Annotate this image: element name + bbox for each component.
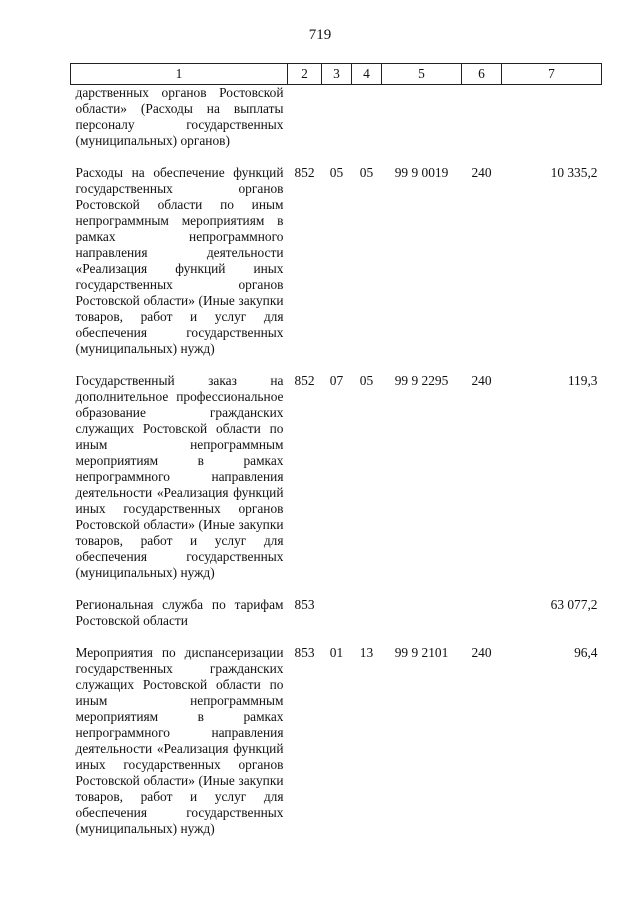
cell-expense-type-code <box>462 85 502 150</box>
cell-section-code: 01 <box>329 645 344 660</box>
column-header-7: 7 <box>502 64 602 85</box>
cell-subsection-code: 13 <box>359 645 374 660</box>
column-header-4: 4 <box>352 64 382 85</box>
cell-expense-type-code: 240 <box>471 373 492 388</box>
table-row <box>71 85 602 150</box>
cell-target-article-code: 99 9 2101 <box>394 645 449 660</box>
row-description: Расходы на обеспечение функций государственных органов Ростовской области по иным непрограммным мероприятиям в рамках непрограммного направления деятельности «Реализация функций иных государственных органов Ростовской области» (Иные закупки товаров, работ и услуг для обеспечения государственных (муниципальных) нужд) <box>75 165 284 356</box>
row-spacer <box>71 629 602 645</box>
column-header-2: 2 <box>288 64 322 85</box>
table-row <box>71 645 602 837</box>
page-number: 719 <box>308 27 332 43</box>
column-header-1: 1 <box>71 64 288 85</box>
table-row <box>71 373 602 581</box>
cell-amount: 119,3 <box>567 373 598 388</box>
cell-expense-type-code: 240 <box>471 165 492 180</box>
cell-ministry-code: 852 <box>294 165 315 180</box>
cell-ministry-code: 853 <box>294 645 315 660</box>
budget-table <box>70 63 602 837</box>
row-description: Государственный заказ на дополнительное профессиональное образование гражданских служащих Ростовской области по иным непрограммным мероприятиям в рамках непрограммного направления деятельности «Реализация функций иных государственных органов Ростовской области» (Иные закупки товаров, работ и услуг для обеспечения государственных (муниципальных) нужд) <box>75 373 284 580</box>
cell-subsection-code: 05 <box>359 373 374 388</box>
cell-target-article-code: 99 9 2295 <box>394 373 449 388</box>
column-header-5: 5 <box>382 64 462 85</box>
row-description: Региональная служба по тарифам Ростовской области <box>75 597 284 628</box>
cell-expense-type-code <box>462 597 502 629</box>
cell-section-code <box>322 597 352 629</box>
table-row <box>71 597 602 629</box>
row-spacer <box>71 149 602 165</box>
cell-target-article-code: 99 9 0019 <box>394 165 449 180</box>
cell-target-article-code <box>382 597 462 629</box>
cell-target-article-code <box>382 85 462 150</box>
cell-subsection-code: 05 <box>359 165 374 180</box>
cell-amount <box>502 85 602 150</box>
cell-amount: 96,4 <box>574 645 598 660</box>
table-row <box>71 165 602 357</box>
row-spacer <box>71 581 602 597</box>
cell-section-code: 05 <box>329 165 344 180</box>
cell-ministry-code: 852 <box>294 373 315 388</box>
row-description: Мероприятия по диспансеризации государственных гражданских служащих Ростовской области по иным непрограммным мероприятиям в рамках непрограммного направления деятельности «Реализация функций иных государственных органов Ростовской области» (Иные закупки товаров, работ и услуг для обеспечения государственных (муниципальных) нужд) <box>75 645 284 836</box>
cell-amount: 10 335,2 <box>550 165 598 180</box>
cell-ministry-code: 853 <box>294 597 315 612</box>
column-number-header-row <box>71 64 602 85</box>
cell-expense-type-code: 240 <box>471 645 492 660</box>
cell-subsection-code <box>352 597 382 629</box>
row-spacer <box>71 357 602 373</box>
cell-section-code: 07 <box>329 373 344 388</box>
cell-amount: 63 077,2 <box>550 597 598 612</box>
cell-subsection-code <box>352 85 382 150</box>
column-header-3: 3 <box>322 64 352 85</box>
column-header-6: 6 <box>462 64 502 85</box>
cell-ministry-code <box>288 85 322 150</box>
row-description: дарственных органов Ростовской области» (Расходы на выплаты персоналу государственных (муниципальных) органов) <box>75 85 284 148</box>
cell-section-code <box>322 85 352 150</box>
